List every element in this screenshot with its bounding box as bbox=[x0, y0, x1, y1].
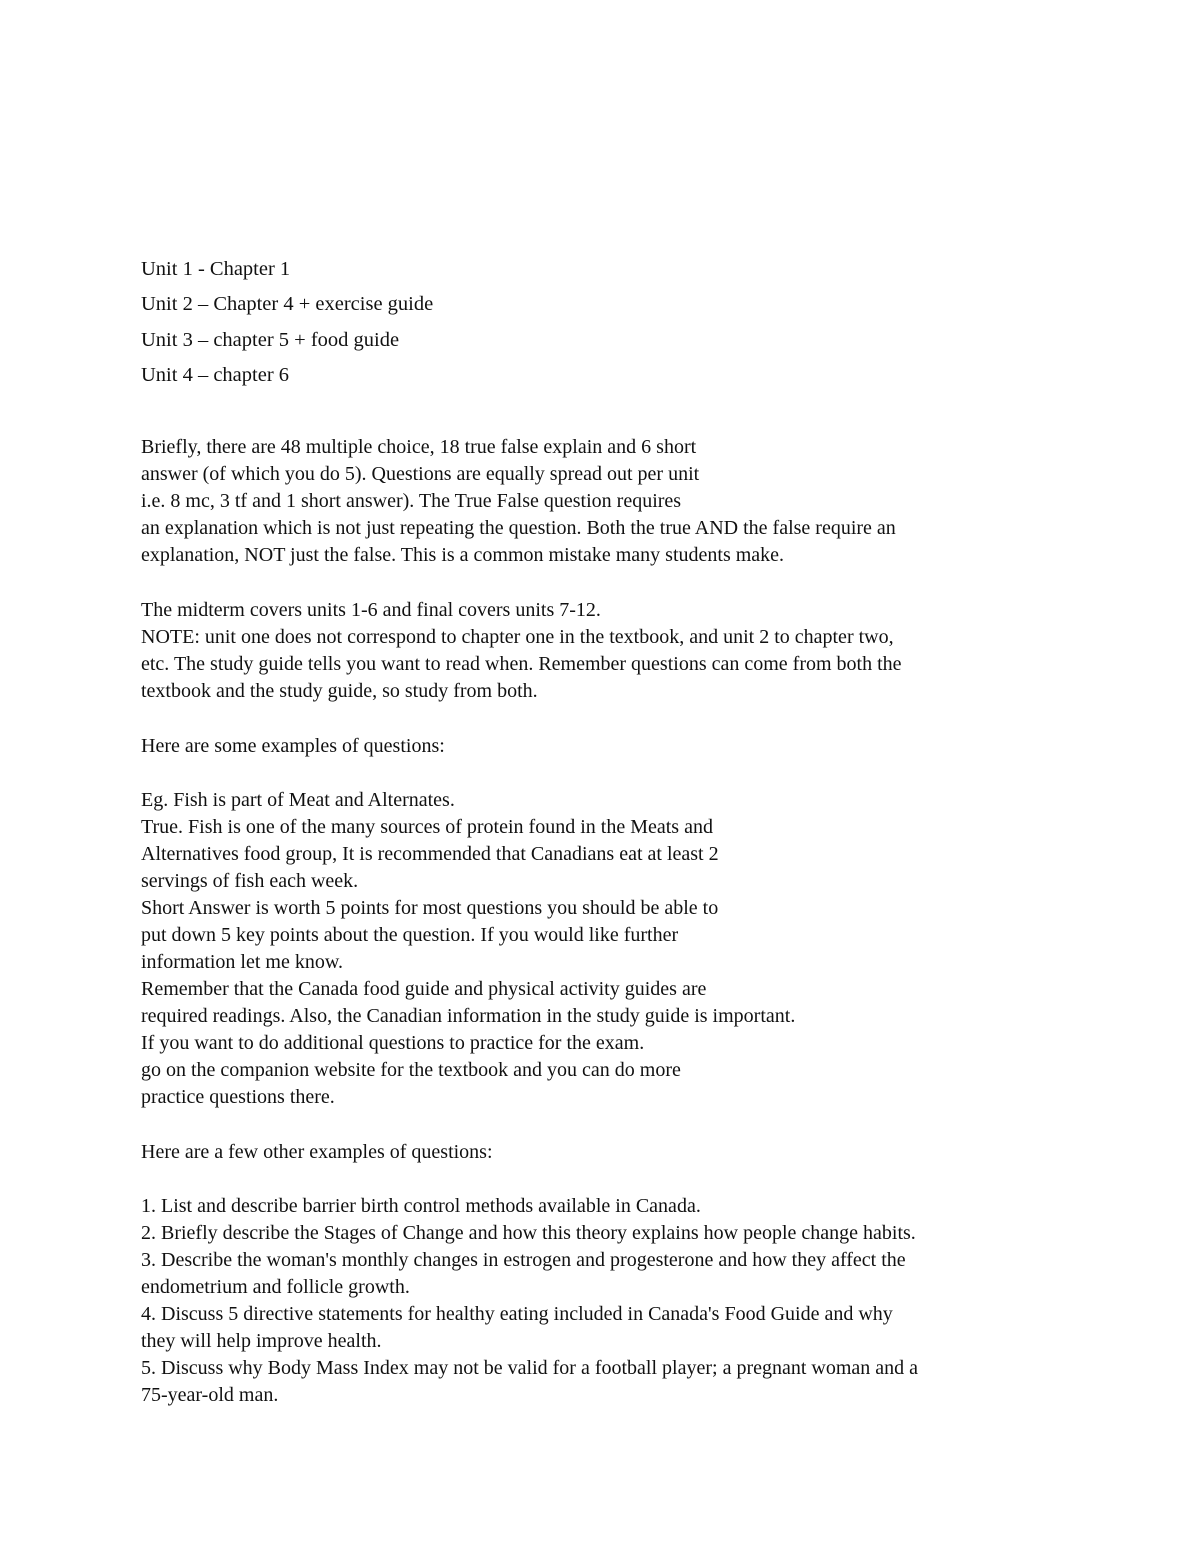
text-line: go on the companion website for the textbook and you can do more bbox=[141, 1059, 681, 1081]
text-line: etc. The study guide tells you want to read when. Remember questions can come from both the bbox=[141, 653, 902, 675]
other-examples-heading: Here are a few other examples of questions: bbox=[141, 1141, 493, 1163]
question-line: 4. Discuss 5 directive statements for healthy eating included in Canada's Food Guide and why bbox=[141, 1303, 893, 1325]
question-line: 2. Briefly describe the Stages of Change and how this theory explains how people change habits. bbox=[141, 1222, 916, 1244]
text-line: If you want to do additional questions to practice for the exam. bbox=[141, 1032, 645, 1054]
text-line: True. Fish is one of the many sources of protein found in the Meats and bbox=[141, 816, 713, 838]
unit-line: Unit 2 – Chapter 4 + exercise guide bbox=[141, 293, 434, 315]
text-line: Short Answer is worth 5 points for most questions you should be able to bbox=[141, 897, 719, 919]
text-line: Eg. Fish is part of Meat and Alternates. bbox=[141, 789, 455, 811]
question-line: 1. List and describe barrier birth control methods available in Canada. bbox=[141, 1195, 701, 1217]
text-line: answer (of which you do 5). Questions are equally spread out per unit bbox=[141, 463, 700, 485]
text-line: Alternatives food group, It is recommended that Canadians eat at least 2 bbox=[141, 843, 719, 865]
question-line: 5. Discuss why Body Mass Index may not be valid for a football player; a pregnant woman and a bbox=[141, 1357, 919, 1379]
text-line: practice questions there. bbox=[141, 1086, 335, 1108]
text-line: required readings. Also, the Canadian information in the study guide is important. bbox=[141, 1005, 796, 1027]
text-line: put down 5 key points about the question. If you would like further bbox=[141, 924, 679, 946]
question-line: they will help improve health. bbox=[141, 1330, 382, 1352]
text-line: information let me know. bbox=[141, 951, 343, 973]
text-line: Remember that the Canada food guide and physical activity guides are bbox=[141, 978, 707, 1000]
text-line: an explanation which is not just repeating the question. Both the true AND the false require an bbox=[141, 517, 896, 539]
text-line: Briefly, there are 48 multiple choice, 18 true false explain and 6 short bbox=[141, 436, 697, 458]
text-line: servings of fish each week. bbox=[141, 870, 359, 892]
unit-line: Unit 3 – chapter 5 + food guide bbox=[141, 329, 400, 351]
text-line: The midterm covers units 1-6 and final covers units 7-12. bbox=[141, 599, 601, 621]
examples-heading: Here are some examples of questions: bbox=[141, 735, 445, 757]
text-line: NOTE: unit one does not correspond to chapter one in the textbook, and unit 2 to chapter two, bbox=[141, 626, 894, 648]
text-line: explanation, NOT just the false. This is a common mistake many students make. bbox=[141, 544, 785, 566]
question-line: endometrium and follicle growth. bbox=[141, 1276, 410, 1298]
question-line: 75-year-old man. bbox=[141, 1384, 279, 1406]
text-line: i.e. 8 mc, 3 tf and 1 short answer). The True False question requires bbox=[141, 490, 682, 512]
text-line: textbook and the study guide, so study from both. bbox=[141, 680, 538, 702]
unit-line: Unit 4 – chapter 6 bbox=[141, 364, 290, 386]
question-line: 3. Describe the woman's monthly changes in estrogen and progesterone and how they affect the bbox=[141, 1249, 906, 1271]
unit-line: Unit 1 - Chapter 1 bbox=[141, 258, 291, 280]
